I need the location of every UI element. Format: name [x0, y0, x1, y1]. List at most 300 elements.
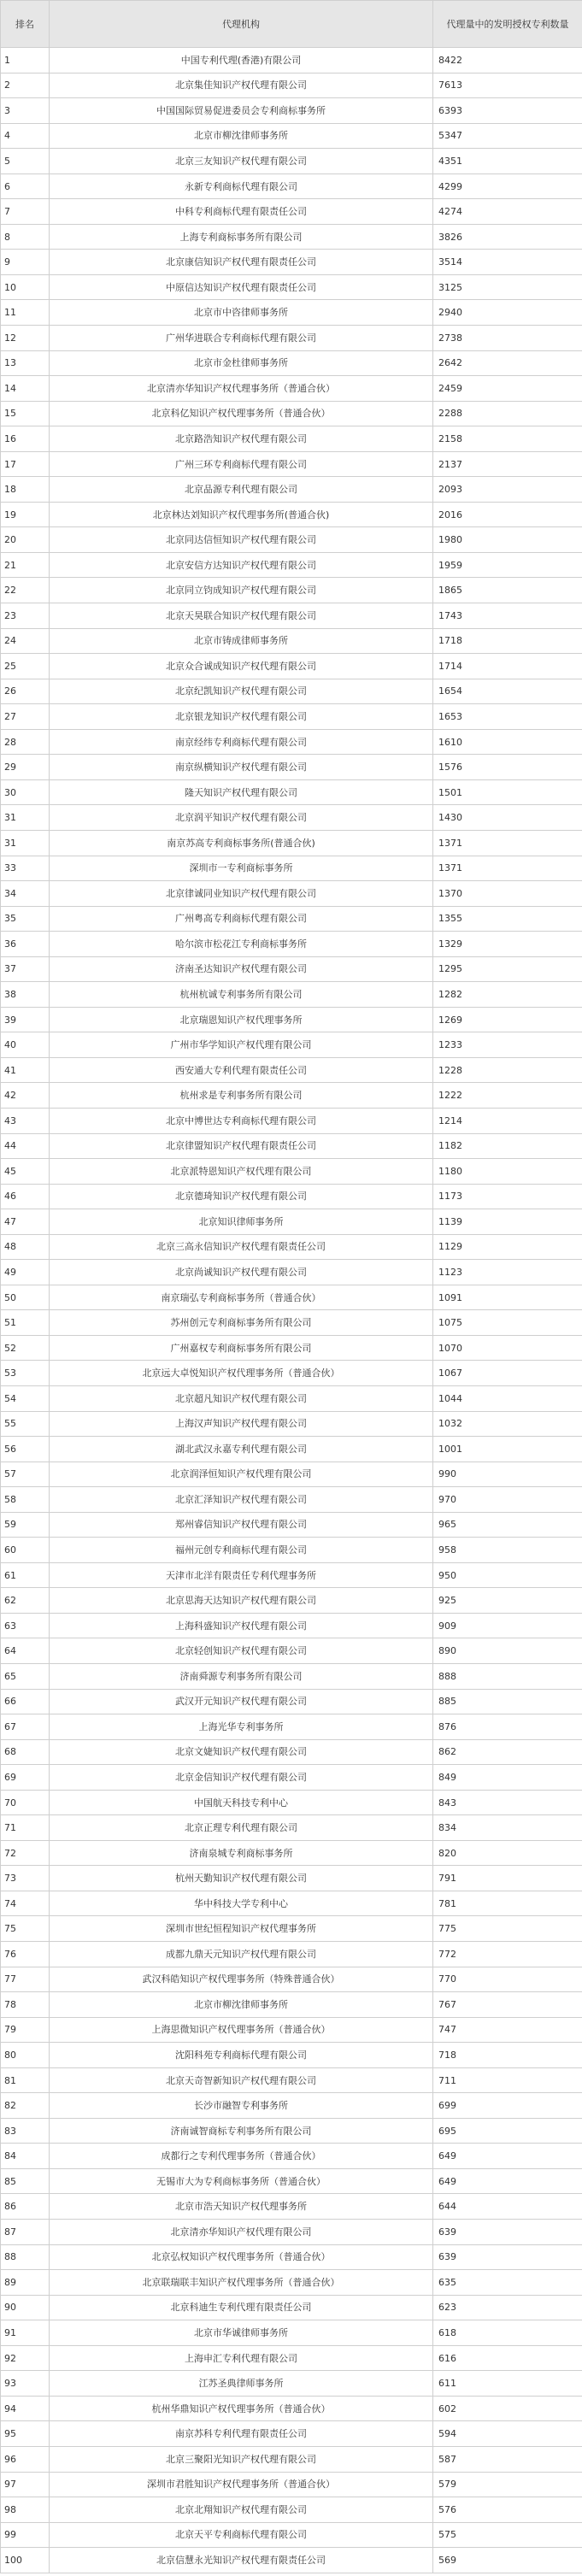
count-cell: 635	[433, 2270, 582, 2296]
count-cell: 1355	[433, 906, 582, 932]
agency-cell: 北京尚诚知识产权代理有限公司	[50, 1260, 433, 1285]
rank-cell: 72	[1, 1840, 50, 1866]
agency-cell: 北京科迪生专利代理有限责任公司	[50, 2295, 433, 2320]
agency-cell: 北京林达刘知识产权代理事务所(普通合伙)	[50, 502, 433, 527]
table-row	[1, 2396, 582, 2421]
count-cell: 2459	[433, 376, 582, 402]
rank-cell: 2	[1, 73, 50, 98]
rank-cell: 89	[1, 2270, 50, 2296]
table-row	[1, 679, 582, 704]
agency-cell: 深圳市君胜知识产权代理事务所（普通合伙）	[50, 2472, 433, 2497]
rank-cell: 95	[1, 2421, 50, 2447]
table-row	[1, 1714, 582, 1740]
table-row	[1, 1108, 582, 1133]
agency-cell: 北京安信方达知识产权代理有限公司	[50, 552, 433, 578]
table-row	[1, 73, 582, 98]
table-row	[1, 1942, 582, 1967]
agency-cell: 杭州杭诚专利事务所有限公司	[50, 982, 433, 1008]
count-cell: 1139	[433, 1209, 582, 1235]
rank-cell: 62	[1, 1588, 50, 1614]
rank-cell: 86	[1, 2194, 50, 2220]
agency-cell: 北京联瑞联丰知识产权代理事务所（普通合伙）	[50, 2270, 433, 2296]
agency-cell: 杭州求是专利事务所有限公司	[50, 1083, 433, 1109]
rank-cell: 16	[1, 426, 50, 452]
table-body	[1, 48, 582, 2573]
count-cell: 1222	[433, 1083, 582, 1109]
rank-cell: 15	[1, 401, 50, 426]
count-cell: 925	[433, 1588, 582, 1614]
table-row	[1, 1234, 582, 1260]
agency-cell: 北京清亦华知识产权代理有限公司	[50, 2220, 433, 2245]
table-row	[1, 2244, 582, 2270]
count-cell: 890	[433, 1638, 582, 1664]
table-row	[1, 48, 582, 74]
count-cell: 576	[433, 2497, 582, 2523]
count-cell: 1044	[433, 1385, 582, 1411]
count-cell: 1654	[433, 679, 582, 704]
count-cell: 2940	[433, 300, 582, 326]
header-rank: 排名	[1, 1, 50, 48]
table-row	[1, 2345, 582, 2371]
table-row	[1, 1007, 582, 1032]
agency-cell: 南京苏高专利商标事务所(普通合伙)	[50, 830, 433, 856]
count-cell: 2642	[433, 350, 582, 376]
rank-cell: 37	[1, 956, 50, 982]
count-cell: 1233	[433, 1032, 582, 1058]
table-row	[1, 704, 582, 730]
table-row	[1, 1538, 582, 1563]
table-row	[1, 2043, 582, 2068]
count-cell: 699	[433, 2093, 582, 2119]
table-row	[1, 1159, 582, 1185]
table-row	[1, 2017, 582, 2043]
rank-cell: 43	[1, 1108, 50, 1133]
count-cell: 1371	[433, 830, 582, 856]
table-row	[1, 1992, 582, 2018]
agency-cell: 中科专利商标代理有限责任公司	[50, 199, 433, 225]
count-cell: 970	[433, 1487, 582, 1513]
rank-cell: 85	[1, 2168, 50, 2194]
rank-cell: 7	[1, 199, 50, 225]
agency-cell: 北京市华诚律师事务所	[50, 2320, 433, 2346]
count-cell: 2016	[433, 502, 582, 527]
agency-cell: 北京天平专利商标代理有限公司	[50, 2522, 433, 2548]
rank-cell: 36	[1, 932, 50, 957]
agency-cell: 北京清亦华知识产权代理事务所（普通合伙）	[50, 376, 433, 402]
rank-cell: 38	[1, 982, 50, 1008]
table-row	[1, 2168, 582, 2194]
rank-cell: 66	[1, 1689, 50, 1714]
rank-cell: 63	[1, 1613, 50, 1638]
rank-cell: 53	[1, 1361, 50, 1386]
table-row	[1, 1866, 582, 1891]
agency-cell: 中国国际贸易促进委员会专利商标事务所	[50, 98, 433, 124]
count-cell: 1173	[433, 1184, 582, 1209]
count-cell: 1129	[433, 1234, 582, 1260]
table-row	[1, 779, 582, 805]
table-row	[1, 2194, 582, 2220]
rank-cell: 25	[1, 654, 50, 679]
rank-cell: 28	[1, 729, 50, 755]
rank-cell: 84	[1, 2144, 50, 2169]
agency-cell: 北京市柳沈律师事务所	[50, 123, 433, 149]
count-cell: 1610	[433, 729, 582, 755]
rank-cell: 67	[1, 1714, 50, 1740]
count-cell: 1001	[433, 1437, 582, 1462]
rank-cell: 19	[1, 502, 50, 527]
count-cell: 747	[433, 2017, 582, 2043]
count-cell: 834	[433, 1815, 582, 1841]
count-cell: 781	[433, 1891, 582, 1916]
rank-cell: 71	[1, 1815, 50, 1841]
rank-cell: 23	[1, 603, 50, 629]
rank-cell: 57	[1, 1461, 50, 1487]
agency-cell: 北京瑞恩知识产权代理事务所	[50, 1007, 433, 1032]
count-cell: 3514	[433, 250, 582, 275]
table-row	[1, 1588, 582, 1614]
count-cell: 950	[433, 1562, 582, 1588]
table-row	[1, 199, 582, 225]
table-row	[1, 1133, 582, 1159]
table-row	[1, 2446, 582, 2472]
rank-cell: 41	[1, 1057, 50, 1083]
rank-cell: 60	[1, 1538, 50, 1563]
rank-cell: 54	[1, 1385, 50, 1411]
count-cell: 1430	[433, 805, 582, 831]
agency-cell: 北京超凡知识产权代理有限公司	[50, 1385, 433, 1411]
table-row	[1, 1335, 582, 1361]
count-cell: 1075	[433, 1310, 582, 1336]
table-row	[1, 628, 582, 654]
rank-cell: 42	[1, 1083, 50, 1109]
table-row	[1, 477, 582, 503]
table-row	[1, 376, 582, 402]
rank-cell: 100	[1, 2548, 50, 2573]
count-cell: 909	[433, 1613, 582, 1638]
count-cell: 2288	[433, 401, 582, 426]
count-cell: 1067	[433, 1361, 582, 1386]
header-agency: 代理机构	[50, 1, 433, 48]
table-row	[1, 98, 582, 124]
table-row	[1, 578, 582, 603]
rank-cell: 6	[1, 173, 50, 199]
rank-cell: 9	[1, 250, 50, 275]
rank-cell: 90	[1, 2295, 50, 2320]
agency-cell: 北京汇泽知识产权代理有限公司	[50, 1487, 433, 1513]
table-row	[1, 1512, 582, 1538]
rank-cell: 31	[1, 805, 50, 831]
agency-cell: 无锡市大为专利商标事务所（普通合伙）	[50, 2168, 433, 2194]
rank-cell: 35	[1, 906, 50, 932]
count-cell: 5347	[433, 123, 582, 149]
rank-cell: 61	[1, 1562, 50, 1588]
table-row	[1, 2067, 582, 2093]
count-cell: 4351	[433, 149, 582, 174]
agency-cell: 北京市铸成律师事务所	[50, 628, 433, 654]
table-row	[1, 1815, 582, 1841]
rank-cell: 70	[1, 1790, 50, 1815]
count-cell: 876	[433, 1714, 582, 1740]
table-row	[1, 2295, 582, 2320]
agency-cell: 隆天知识产权代理有限公司	[50, 779, 433, 805]
count-cell: 4299	[433, 173, 582, 199]
rank-cell: 88	[1, 2244, 50, 2270]
count-cell: 1865	[433, 578, 582, 603]
agency-cell: 北京远大卓悦知识产权代理事务所（普通合伙）	[50, 1361, 433, 1386]
agency-cell: 北京路浩知识产权代理有限公司	[50, 426, 433, 452]
agency-cell: 北京同立钧成知识产权代理有限公司	[50, 578, 433, 603]
count-cell: 1714	[433, 654, 582, 679]
agency-cell: 北京润泽恒知识产权代理有限公司	[50, 1461, 433, 1487]
agency-cell: 北京润平知识产权代理有限公司	[50, 805, 433, 831]
agency-cell: 北京金信知识产权代理有限公司	[50, 1765, 433, 1791]
table-row	[1, 2371, 582, 2397]
rank-cell: 10	[1, 274, 50, 300]
rank-cell: 78	[1, 1992, 50, 2018]
count-cell: 1959	[433, 552, 582, 578]
count-cell: 8422	[433, 48, 582, 74]
agency-cell: 北京律诚同业知识产权代理有限公司	[50, 881, 433, 907]
table-row	[1, 2118, 582, 2144]
count-cell: 4274	[433, 199, 582, 225]
rank-cell: 33	[1, 856, 50, 881]
count-cell: 849	[433, 1765, 582, 1791]
table-header-row	[1, 1, 582, 48]
rank-cell: 30	[1, 779, 50, 805]
table-row	[1, 1891, 582, 1916]
count-cell: 1371	[433, 856, 582, 881]
rank-cell: 64	[1, 1638, 50, 1664]
table-row	[1, 2548, 582, 2573]
rank-cell: 13	[1, 350, 50, 376]
table-row	[1, 1385, 582, 1411]
count-cell: 1269	[433, 1007, 582, 1032]
count-cell: 888	[433, 1664, 582, 1690]
rank-cell: 3	[1, 98, 50, 124]
table-row	[1, 1790, 582, 1815]
count-cell: 695	[433, 2118, 582, 2144]
agency-cell: 沈阳科苑专利商标代理有限公司	[50, 2043, 433, 2068]
agency-cell: 湖北武汉永嘉专利代理有限公司	[50, 1437, 433, 1462]
agency-cell: 深圳市一专利商标事务所	[50, 856, 433, 881]
agency-cell: 江苏圣典律师事务所	[50, 2371, 433, 2397]
agency-cell: 苏州创元专利商标事务所有限公司	[50, 1310, 433, 1336]
rank-cell: 92	[1, 2345, 50, 2371]
rank-cell: 82	[1, 2093, 50, 2119]
table-row	[1, 1184, 582, 1209]
table-row	[1, 1083, 582, 1109]
agency-cell: 北京三高永信知识产权代理有限责任公司	[50, 1234, 433, 1260]
count-cell: 6393	[433, 98, 582, 124]
rank-cell: 29	[1, 755, 50, 780]
table-row	[1, 805, 582, 831]
agency-cell: 南京瑞弘专利商标事务所（普通合伙）	[50, 1285, 433, 1310]
rank-cell: 17	[1, 451, 50, 477]
count-cell: 623	[433, 2295, 582, 2320]
agency-cell: 福州元创专利商标代理有限公司	[50, 1538, 433, 1563]
count-cell: 2137	[433, 451, 582, 477]
table-row	[1, 603, 582, 629]
rank-cell: 87	[1, 2220, 50, 2245]
agency-cell: 北京弘权知识产权代理事务所（普通合伙）	[50, 2244, 433, 2270]
agency-cell: 北京知识律师事务所	[50, 1209, 433, 1235]
agency-cell: 上海光华专利事务所	[50, 1714, 433, 1740]
agency-cell: 上海思微知识产权代理事务所（普通合伙）	[50, 2017, 433, 2043]
agency-cell: 北京众合诚成知识产权代理有限公司	[50, 654, 433, 679]
rank-cell: 1	[1, 48, 50, 74]
agency-cell: 南京纵横知识产权代理有限公司	[50, 755, 433, 780]
table-row	[1, 932, 582, 957]
count-cell: 1070	[433, 1335, 582, 1361]
agency-cell: 长沙市融智专利事务所	[50, 2093, 433, 2119]
agency-cell: 北京三聚阳光知识产权代理有限公司	[50, 2446, 433, 2472]
count-cell: 644	[433, 2194, 582, 2220]
agency-cell: 广州市华学知识产权代理有限公司	[50, 1032, 433, 1058]
rank-cell: 98	[1, 2497, 50, 2523]
table-row	[1, 2093, 582, 2119]
agency-cell: 北京纪凯知识产权代理有限公司	[50, 679, 433, 704]
rank-cell: 18	[1, 477, 50, 503]
table-row	[1, 1562, 582, 1588]
header-count: 代理量中的发明授权专利数量	[433, 1, 582, 48]
table-row	[1, 2522, 582, 2548]
table-row	[1, 426, 582, 452]
count-cell: 569	[433, 2548, 582, 2573]
count-cell: 1295	[433, 956, 582, 982]
rank-cell: 97	[1, 2472, 50, 2497]
table-row	[1, 1739, 582, 1765]
agency-cell: 北京文婕知识产权代理有限公司	[50, 1739, 433, 1765]
agency-cell: 上海申汇专利代理有限公司	[50, 2345, 433, 2371]
table-row	[1, 956, 582, 982]
count-cell: 1743	[433, 603, 582, 629]
agency-cell: 广州三环专利商标代理有限公司	[50, 451, 433, 477]
table-row	[1, 1437, 582, 1462]
rank-cell: 49	[1, 1260, 50, 1285]
rank-cell: 26	[1, 679, 50, 704]
table-row	[1, 729, 582, 755]
agency-cell: 北京轻创知识产权代理有限公司	[50, 1638, 433, 1664]
count-cell: 1501	[433, 779, 582, 805]
agency-cell: 北京思海天达知识产权代理有限公司	[50, 1588, 433, 1614]
table-row	[1, 1260, 582, 1285]
agency-cell: 北京中博世达专利商标代理有限公司	[50, 1108, 433, 1133]
table-row	[1, 149, 582, 174]
rank-cell: 59	[1, 1512, 50, 1538]
rank-cell: 46	[1, 1184, 50, 1209]
rank-cell: 24	[1, 628, 50, 654]
agency-cell: 杭州华鼎知识产权代理事务所（普通合伙）	[50, 2396, 433, 2421]
agency-cell: 西安通大专利代理有限责任公司	[50, 1057, 433, 1083]
count-cell: 1282	[433, 982, 582, 1008]
agency-cell: 北京市金杜律师事务所	[50, 350, 433, 376]
count-cell: 639	[433, 2244, 582, 2270]
agency-cell: 北京银龙知识产权代理有限公司	[50, 704, 433, 730]
table-row	[1, 1638, 582, 1664]
count-cell: 579	[433, 2472, 582, 2497]
agency-cell: 上海专利商标事务所有限公司	[50, 224, 433, 250]
agency-cell: 北京派特恩知识产权代理有限公司	[50, 1159, 433, 1185]
agency-cell: 广州嘉权专利商标事务所有限公司	[50, 1335, 433, 1361]
agency-cell: 中国专利代理(香港)有限公司	[50, 48, 433, 74]
agency-cell: 北京市浩天知识产权代理事务所	[50, 2194, 433, 2220]
table-row	[1, 1361, 582, 1386]
count-cell: 649	[433, 2168, 582, 2194]
table-row	[1, 856, 582, 881]
agency-cell: 北京集佳知识产权代理有限公司	[50, 73, 433, 98]
count-cell: 958	[433, 1538, 582, 1563]
agency-cell: 北京三友知识产权代理有限公司	[50, 149, 433, 174]
agency-cell: 成都九鼎天元知识产权代理有限公司	[50, 1942, 433, 1967]
rank-cell: 76	[1, 1942, 50, 1967]
agency-cell: 北京同达信恒知识产权代理有限公司	[50, 527, 433, 553]
table-row	[1, 2497, 582, 2523]
table-row	[1, 1461, 582, 1487]
agency-cell: 北京正理专利代理有限公司	[50, 1815, 433, 1841]
agency-cell: 北京北翔知识产权代理有限公司	[50, 2497, 433, 2523]
agency-cell: 北京科亿知识产权代理事务所（普通合伙）	[50, 401, 433, 426]
count-cell: 820	[433, 1840, 582, 1866]
agency-cell: 北京天奇智新知识产权代理有限公司	[50, 2067, 433, 2093]
table-row	[1, 2220, 582, 2245]
count-cell: 602	[433, 2396, 582, 2421]
count-cell: 1576	[433, 755, 582, 780]
rank-cell: 22	[1, 578, 50, 603]
table-row	[1, 250, 582, 275]
rank-cell: 68	[1, 1739, 50, 1765]
count-cell: 1653	[433, 704, 582, 730]
table-row	[1, 2144, 582, 2169]
rank-cell: 11	[1, 300, 50, 326]
table-row	[1, 274, 582, 300]
count-cell: 767	[433, 1992, 582, 2018]
table-row	[1, 1209, 582, 1235]
table-row	[1, 123, 582, 149]
count-cell: 862	[433, 1739, 582, 1765]
count-cell: 618	[433, 2320, 582, 2346]
table-row	[1, 1411, 582, 1437]
count-cell: 611	[433, 2371, 582, 2397]
count-cell: 1718	[433, 628, 582, 654]
table-row	[1, 2472, 582, 2497]
rank-cell: 56	[1, 1437, 50, 1462]
table-row	[1, 2421, 582, 2447]
rank-cell: 21	[1, 552, 50, 578]
agency-cell: 北京市柳沈律师事务所	[50, 1992, 433, 2018]
count-cell: 594	[433, 2421, 582, 2447]
table-row	[1, 2320, 582, 2346]
rank-cell: 14	[1, 376, 50, 402]
rank-cell: 69	[1, 1765, 50, 1791]
count-cell: 1370	[433, 881, 582, 907]
count-cell: 1214	[433, 1108, 582, 1133]
table-row	[1, 982, 582, 1008]
rank-cell: 77	[1, 1967, 50, 1992]
table-row	[1, 1765, 582, 1791]
rank-cell: 50	[1, 1285, 50, 1310]
table-row	[1, 1032, 582, 1058]
count-cell: 2093	[433, 477, 582, 503]
rank-cell: 39	[1, 1007, 50, 1032]
table-row	[1, 1310, 582, 1336]
count-cell: 575	[433, 2522, 582, 2548]
agency-cell: 广州华进联合专利商标代理有限公司	[50, 326, 433, 351]
rank-cell: 31	[1, 830, 50, 856]
count-cell: 7613	[433, 73, 582, 98]
rank-cell: 48	[1, 1234, 50, 1260]
rank-cell: 12	[1, 326, 50, 351]
rank-cell: 94	[1, 2396, 50, 2421]
